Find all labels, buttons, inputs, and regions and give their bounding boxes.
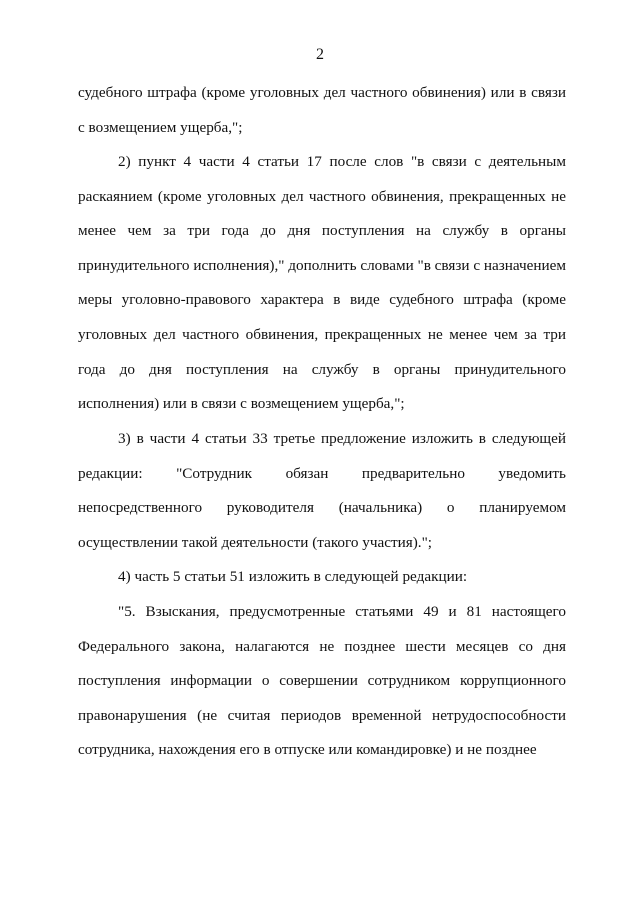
paragraph-quoted-text: "5. Взыскания, предусмотренные статьями 49 и 81 настоящего Федерального закона, налагаются не позднее шести месяцев со дня поступления информации о совершении сотрудником коррупционного правонарушения (не считая периодов временной нетрудоспособности сотрудника, нахождения его в отпуске или командировке) и не позднее bbox=[78, 603, 566, 759]
paragraph-item-4: 4) часть 5 статьи 51 изложить в следующей редакции: bbox=[118, 568, 468, 585]
paragraph-item-2: 2) пункт 4 части 4 статьи 17 после слов "в связи с деятельным раскаянием (кроме уголовных дел частного обвинения, прекращенных не менее чем за три года до дня поступления на службу в органы принудительного исполнения)," дополнить словами "в связи с назначением меры уголовно-правового характера в виде судебного штрафа (кроме уголовных дел частного обвинения, прекращенных не менее чем за три года до дня поступления на службу в органы принудительного исполнения) или в связи с возмещением ущерба,"; bbox=[78, 153, 566, 413]
page-number: 2 bbox=[316, 46, 324, 63]
paragraph-item-3: 3) в части 4 статьи 33 третье предложение изложить в следующей редакции: "Сотрудник обязан предварительно уведомить непосредственного руководителя (начальника) о планируемом осуществлении такой деятельности (такого участия)."; bbox=[78, 430, 566, 551]
paragraph-continuation: судебного штрафа (кроме уголовных дел частного обвинения) или в связи с возмещением ущерба,"; bbox=[78, 84, 566, 136]
